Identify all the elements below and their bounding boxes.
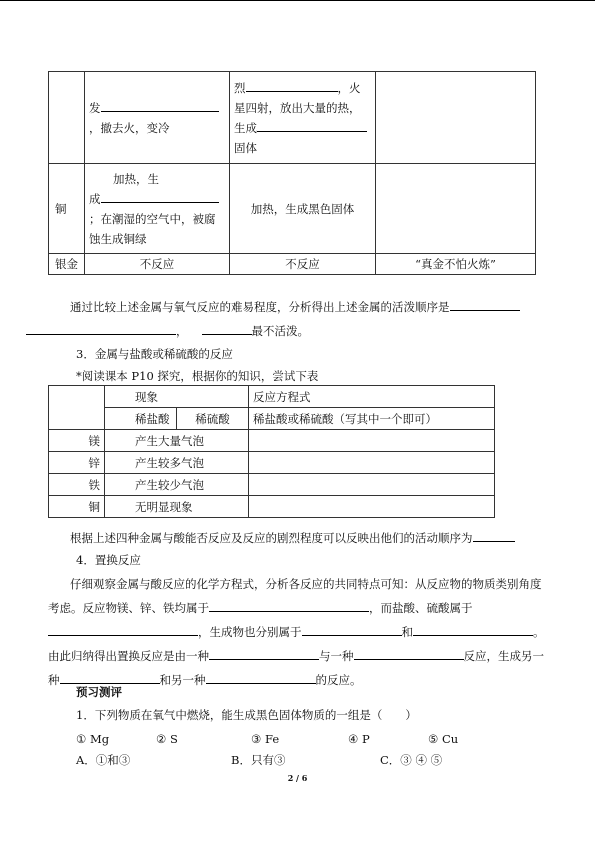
- para-text: 通过比较上述金属与氧气反应的难易程度，分析得出上述金属的活泼顺序是: [70, 300, 450, 314]
- cell-text: 星四射，放出大量的热，: [234, 100, 361, 115]
- phenomenon: 产生较少气泡: [105, 474, 249, 496]
- metal-oxygen-table: [48, 71, 536, 275]
- section-4-title: 4．置换反应: [76, 553, 141, 567]
- blank[interactable]: [354, 648, 464, 660]
- para-text: ，生成物也分别属于: [198, 625, 302, 639]
- blank[interactable]: [473, 530, 515, 542]
- metal-name: 镁: [49, 430, 105, 452]
- header-hcl: 稀盐酸: [105, 408, 177, 430]
- header-equation: 反应方程式: [249, 386, 495, 408]
- para-text: 和: [401, 625, 413, 639]
- table-header-row: [49, 386, 495, 408]
- activity-order-paragraph: [48, 295, 548, 343]
- metal-name: 银金: [49, 254, 85, 275]
- question-1-stem: 1．下列物质在氧气中燃烧，能生成黑色固体物质的一组是（ ）: [76, 708, 417, 722]
- header-blank: [49, 386, 105, 430]
- cell-text: ，撤去火，变冷: [89, 120, 170, 135]
- preview-title: 预习测评: [76, 685, 122, 699]
- blank[interactable]: [209, 600, 369, 612]
- table-row: [49, 496, 495, 518]
- item: ⑤ Cu: [428, 732, 459, 746]
- table-row: [49, 474, 495, 496]
- cell-note: “真金不怕火炼”: [376, 254, 536, 275]
- table-row: [49, 430, 495, 452]
- table-header-row: [49, 408, 495, 430]
- blank[interactable]: [413, 624, 533, 636]
- blank[interactable]: [257, 120, 367, 132]
- blank[interactable]: [48, 624, 198, 636]
- header-rule: [0, 0, 595, 1]
- para-text: 的反应。: [315, 673, 362, 687]
- cell-text: 烈: [234, 80, 246, 95]
- table-row: [49, 164, 536, 254]
- metal-acid-table: [48, 385, 495, 518]
- equation-cell[interactable]: [249, 430, 495, 452]
- option-c[interactable]: C．③ ④ ⑤: [380, 753, 443, 767]
- cell-note: [376, 72, 536, 164]
- para-text: 。由此归纳得出置换反应是由一种: [48, 625, 545, 663]
- cell-phenomenon-air: 不反应: [85, 254, 230, 275]
- blank[interactable]: [202, 323, 252, 335]
- header-phenomenon: 现象: [105, 386, 249, 408]
- para-text: ，而盐酸、硫酸属于: [369, 601, 473, 615]
- item: ③ Fe: [251, 732, 280, 746]
- table-row: [49, 254, 536, 275]
- item: ② S: [156, 732, 178, 746]
- metal-name: 锌: [49, 452, 105, 474]
- blank[interactable]: [209, 648, 319, 660]
- para-text: 根据上述四种金属与酸能否反应及反应的剧烈程度可以反映出他们的活动顺序为: [70, 531, 473, 545]
- page-number: 2 / 6: [287, 773, 308, 783]
- blank[interactable]: [101, 191, 219, 203]
- para-text: 最不活泼。: [251, 324, 309, 338]
- table-row: [49, 452, 495, 474]
- question-1-options: [76, 752, 496, 772]
- blank[interactable]: [26, 323, 176, 335]
- metal-name: 铁: [49, 474, 105, 496]
- section-3-title: 3．金属与盐酸或稀硫酸的反应: [76, 347, 233, 361]
- equation-cell[interactable]: [249, 474, 495, 496]
- section-3-note: *阅读课本 P10 探究，根据你的知识，尝试下表: [76, 369, 319, 383]
- item: ④ P: [348, 732, 370, 746]
- blank[interactable]: [302, 624, 402, 636]
- option-a[interactable]: A．①和③: [76, 753, 131, 767]
- cell-note: [376, 164, 536, 254]
- cell-phenomenon-oxygen: 不反应: [230, 254, 376, 275]
- metal-name: [49, 72, 85, 164]
- cell-text: 发: [89, 100, 101, 115]
- para-text: 反应，生成另一种: [48, 649, 544, 687]
- blank[interactable]: [246, 80, 338, 92]
- question-1-items: [76, 732, 496, 752]
- para-text: 和另一种: [159, 673, 206, 687]
- phenomenon: 产生较多气泡: [105, 452, 249, 474]
- blank[interactable]: [101, 100, 219, 112]
- item: ① Mg: [76, 732, 110, 746]
- equation-cell[interactable]: [249, 496, 495, 518]
- cell-text: ；在潮湿的空气中，被腐蚀生成铜绿: [89, 211, 216, 246]
- metal-name: 铜: [49, 496, 105, 518]
- metal-name: 铜: [49, 164, 85, 254]
- header-h2so4: 稀硫酸: [177, 408, 249, 430]
- cell-phenomenon-oxygen: 加热，生成黑色固体: [230, 164, 376, 254]
- cell-text: 固体: [234, 140, 257, 155]
- acid-order-paragraph: [48, 526, 548, 550]
- blank[interactable]: [450, 299, 520, 311]
- cell-text: ，火: [337, 80, 361, 95]
- para-text: 仔细观察金属与酸反应的化学方程式，分析各反应的共同特点可知：从反应物的物质类别角度考虑。反应物镁、锌、铁均属于: [48, 577, 542, 615]
- cell-text: 成: [89, 191, 101, 206]
- displacement-paragraph: [48, 572, 548, 692]
- para-text: ，: [176, 324, 188, 338]
- table-row: [49, 72, 536, 164]
- para-text: 与一种: [319, 649, 354, 663]
- phenomenon: 无明显现象: [105, 496, 249, 518]
- cell-phenomenon-air: [85, 72, 230, 164]
- phenomenon: 产生大量气泡: [105, 430, 249, 452]
- cell-text: 生成: [234, 120, 257, 135]
- option-b[interactable]: B．只有③: [231, 753, 286, 767]
- cell-text: 加热，生: [113, 171, 159, 186]
- equation-cell[interactable]: [249, 452, 495, 474]
- cell-phenomenon-air: [85, 164, 230, 254]
- header-either: 稀盐酸或稀硫酸（写其中一个即可）: [249, 408, 495, 430]
- cell-phenomenon-oxygen: [230, 72, 376, 164]
